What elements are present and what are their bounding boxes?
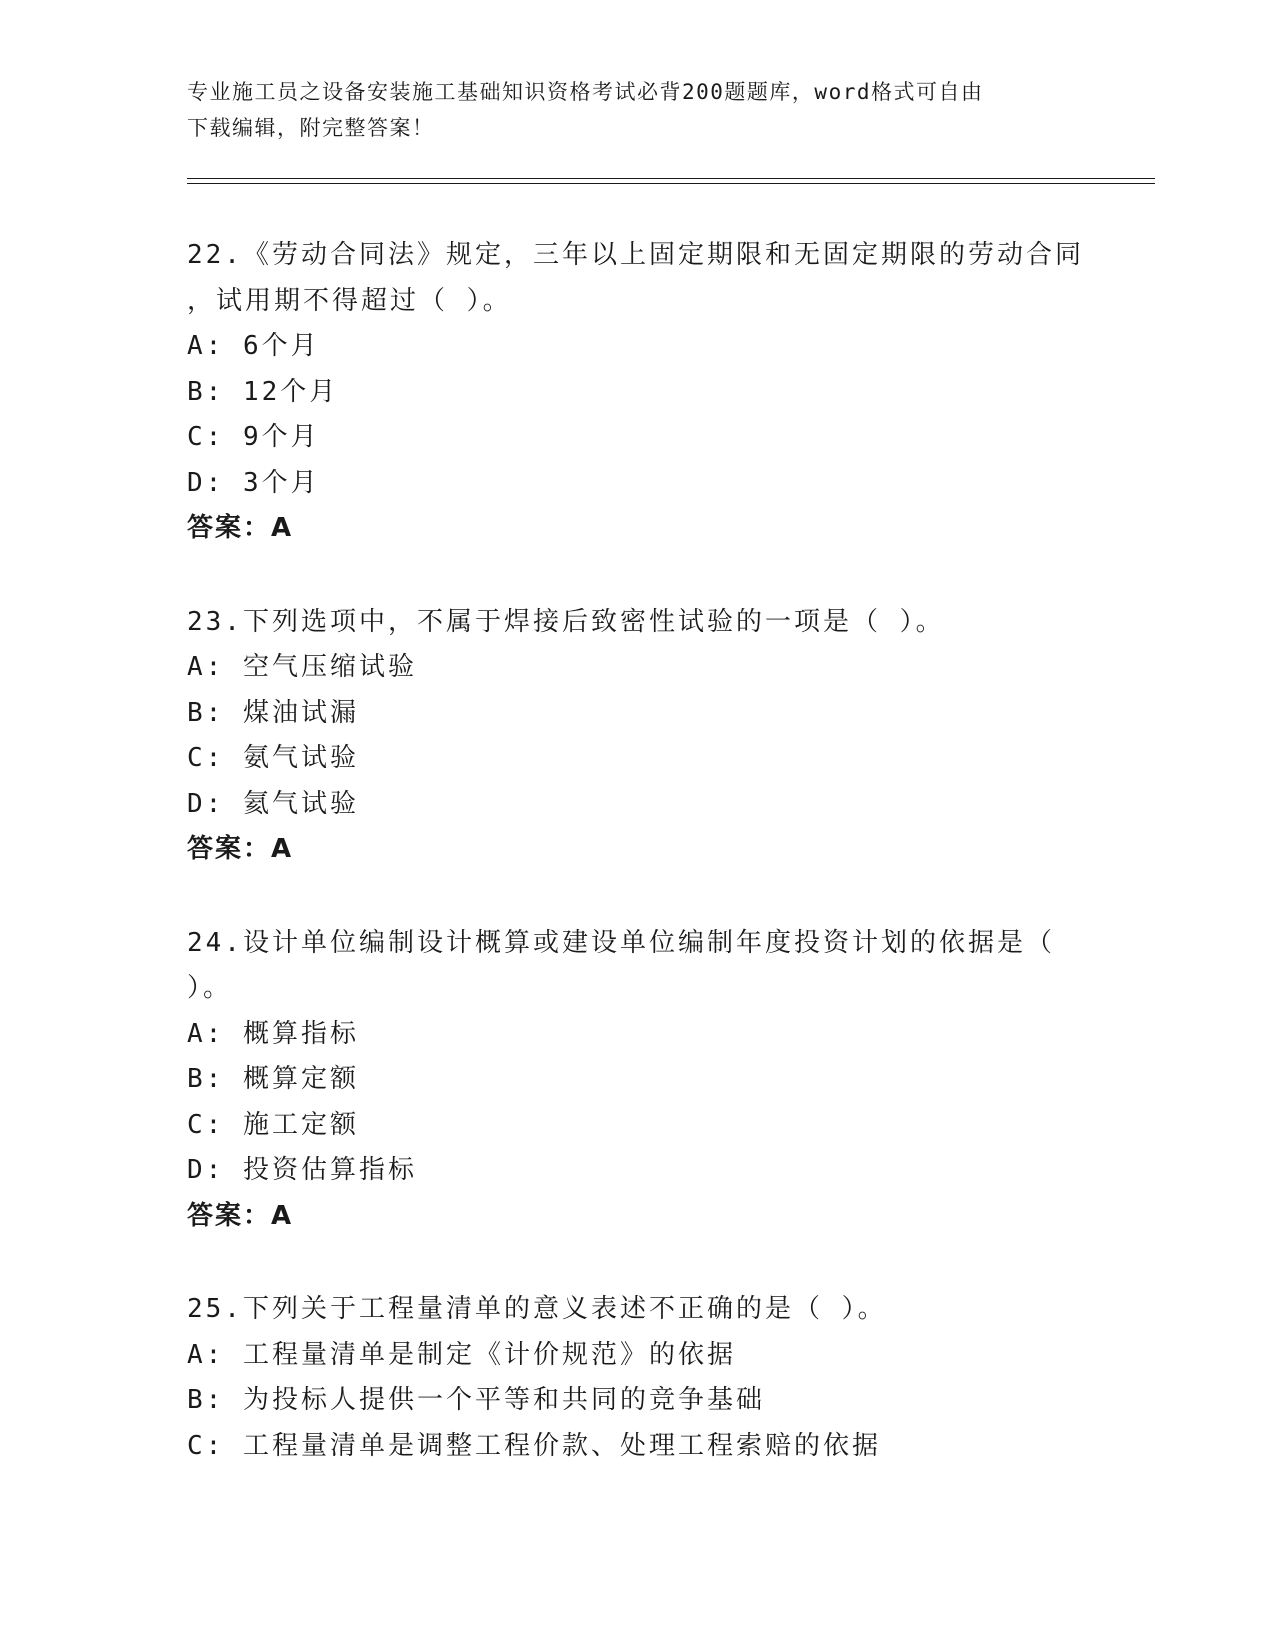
option-a: A: 工程量清单是制定《计价规范》的依据 bbox=[187, 1339, 736, 1370]
question-stem-line: ）。 bbox=[187, 973, 233, 1003]
option-d: D: 氦气试验 bbox=[187, 788, 359, 819]
option-c: C: 工程量清单是调整工程价款、处理工程索赔的依据 bbox=[187, 1430, 881, 1461]
header-line-2: 下载编辑，附完整答案！ bbox=[187, 116, 435, 140]
question-stem-line: 25.下列关于工程量清单的意义表述不正确的是（ ）。 bbox=[187, 1294, 887, 1324]
header-divider-top bbox=[187, 178, 1155, 179]
option-b: B: 煤油试漏 bbox=[187, 697, 359, 728]
option-c: C: 9个月 bbox=[187, 422, 320, 452]
question-25 bbox=[187, 1287, 1087, 1469]
question-stem-line: 23.下列选项中，不属于焊接后致密性试验的一项是（ ）。 bbox=[187, 606, 945, 637]
header-line-1: 专业施工员之设备安装施工基础知识资格考试必背200题题库，word格式可自由 bbox=[187, 80, 984, 104]
answer: 答案：A bbox=[187, 834, 294, 864]
header-divider-bottom bbox=[187, 183, 1155, 184]
option-d: D: 投资估算指标 bbox=[187, 1155, 417, 1185]
option-a: A: 6个月 bbox=[187, 331, 320, 361]
option-c: C: 氨气试验 bbox=[187, 743, 359, 773]
question-22 bbox=[187, 233, 1087, 552]
option-a: A: 空气压缩试验 bbox=[187, 652, 417, 682]
option-b: B: 12个月 bbox=[187, 376, 339, 407]
option-a: A: 概算指标 bbox=[187, 1018, 359, 1049]
question-stem-line: 24.设计单位编制设计概算或建设单位编制年度投资计划的依据是（ bbox=[187, 927, 1055, 958]
question-stem-line: ，试用期不得超过（ ）。 bbox=[187, 285, 512, 316]
document-header bbox=[187, 74, 1087, 146]
option-c: C: 施工定额 bbox=[187, 1109, 359, 1140]
question-stem-line: 22.《劳动合同法》规定，三年以上固定期限和无固定期限的劳动合同 bbox=[187, 240, 1084, 270]
answer: 答案：A bbox=[187, 1200, 294, 1231]
option-d: D: 3个月 bbox=[187, 467, 320, 498]
option-b: B: 为投标人提供一个平等和共同的竞争基础 bbox=[187, 1385, 765, 1415]
answer: 答案：A bbox=[187, 513, 294, 543]
option-b: B: 概算定额 bbox=[187, 1064, 359, 1094]
question-24 bbox=[187, 921, 1087, 1240]
question-23 bbox=[187, 600, 1087, 873]
question-list bbox=[187, 233, 1087, 1517]
